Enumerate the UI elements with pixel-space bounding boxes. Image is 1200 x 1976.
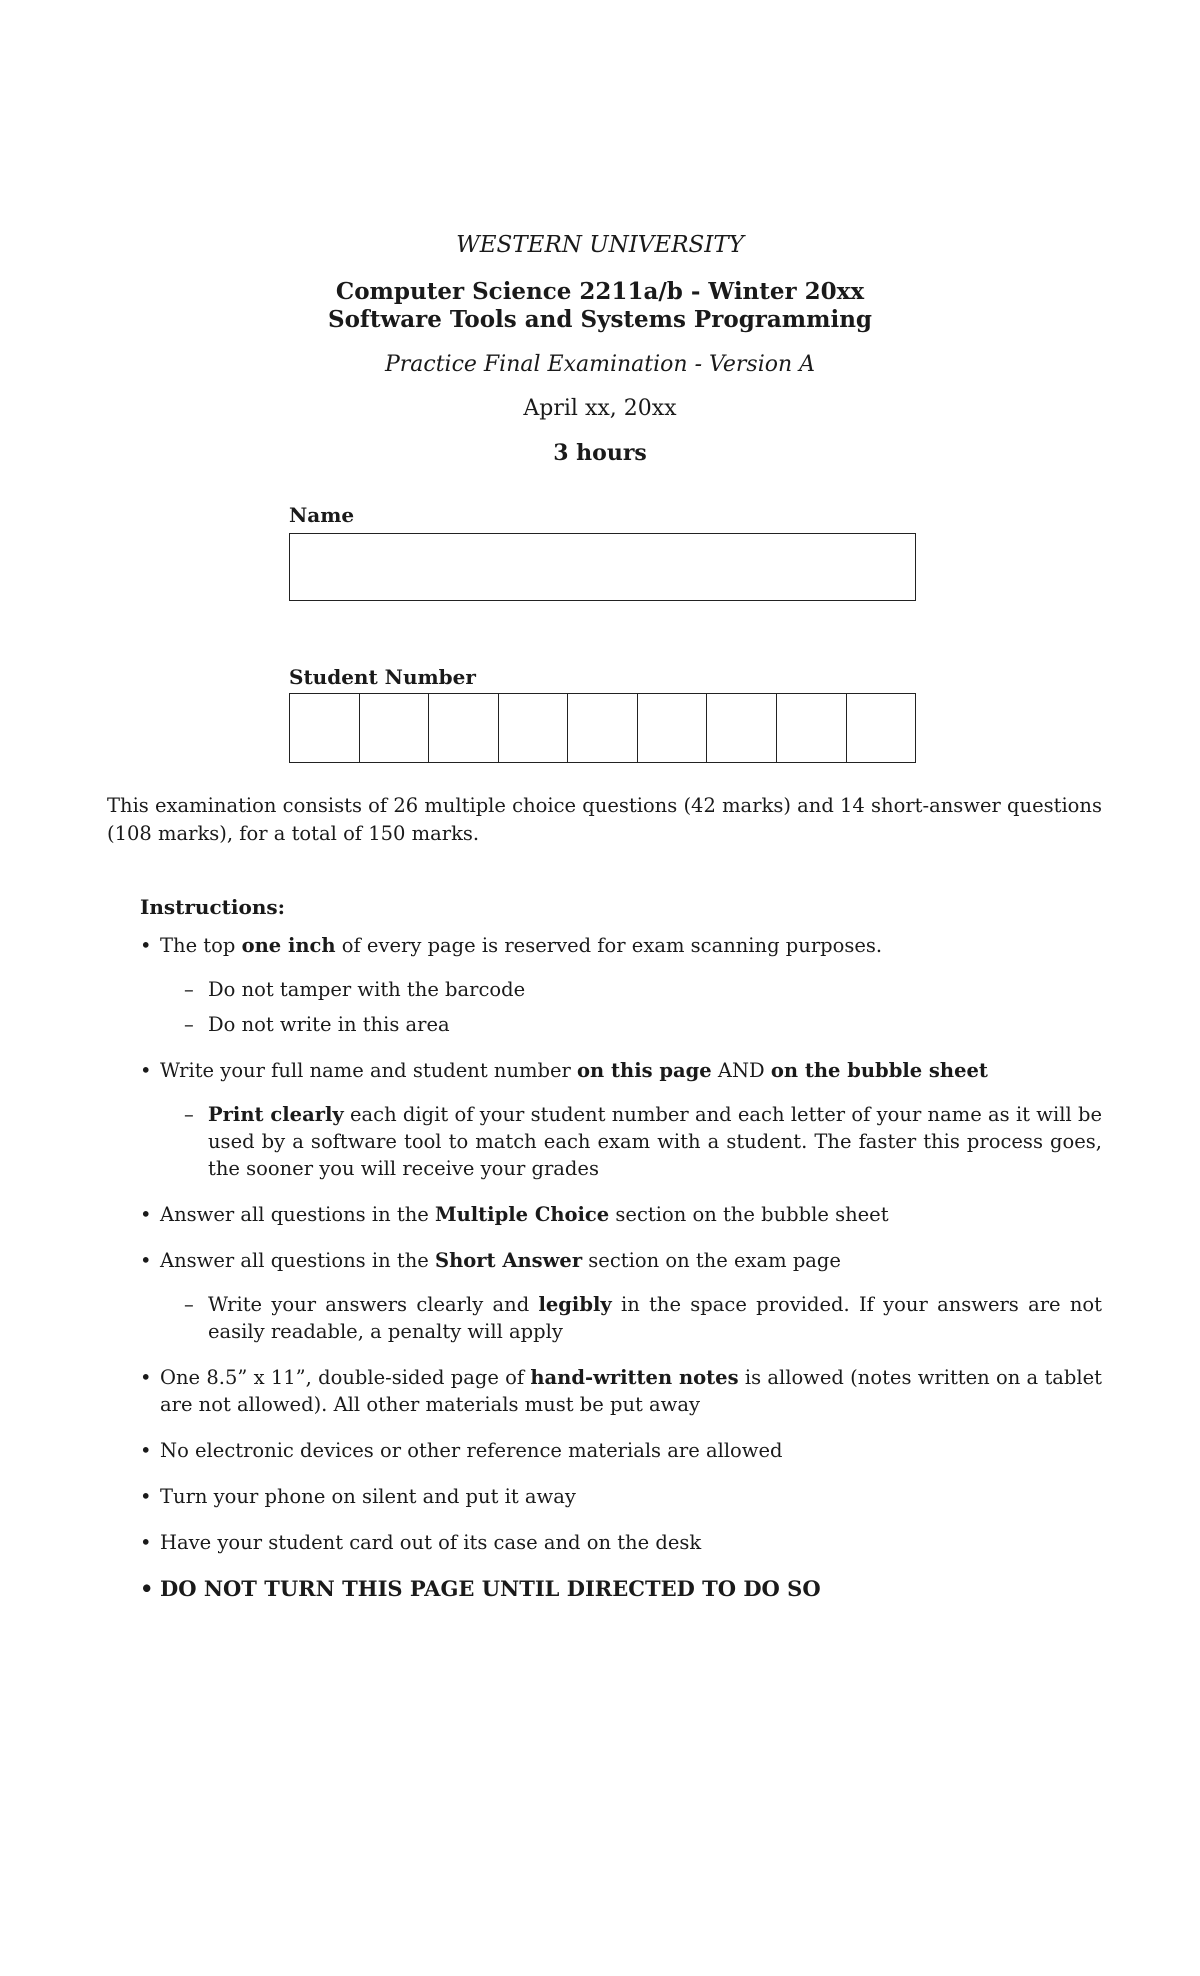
instruction-item: • Turn your phone on silent and put it away: [140, 1483, 1102, 1510]
exam-type: Practice Final Examination - Version A: [384, 352, 816, 377]
instruction-subitem: – Do not tamper with the barcode: [160, 976, 1102, 1003]
student-number-digit-box[interactable]: [707, 694, 777, 762]
student-number-field[interactable]: [289, 693, 916, 763]
name-field[interactable]: [289, 533, 916, 601]
instruction-item: • No electronic devices or other reference materials are allowed: [140, 1437, 1102, 1464]
instruction-subitem: – Write your answers clearly and legibly in the space provided. If your answers are not easily readable, a penalty will apply: [160, 1291, 1102, 1345]
instruction-item: • The top one inch of every page is reserved for exam scanning purposes. – Do not tamper with the barcode – Do not write in this area: [140, 932, 1102, 1038]
instruction-item: • Answer all questions in the Short Answer section on the exam page – Write your answers clearly and legibly in the space provided. If your answers are not easily readable, a penalty will apply: [140, 1247, 1102, 1345]
student-number-label: Student Number: [289, 665, 476, 689]
student-number-digit-box[interactable]: [290, 694, 360, 762]
name-label: Name: [289, 503, 355, 527]
instruction-item: • Answer all questions in the Multiple Choice section on the bubble sheet: [140, 1201, 1102, 1228]
course-title: [0, 278, 1200, 334]
student-number-digit-box[interactable]: [360, 694, 430, 762]
instructions-heading: Instructions:: [140, 895, 286, 919]
student-number-digit-box[interactable]: [499, 694, 569, 762]
student-number-digit-box[interactable]: [638, 694, 708, 762]
student-number-digit-box[interactable]: [777, 694, 847, 762]
student-number-digit-box[interactable]: [429, 694, 499, 762]
instruction-item: • Write your full name and student number on this page AND on the bubble sheet – Print clearly each digit of your student number and each letter of your name as it will be used by a software tool to match each exam with a student. The faster this process goes, the sooner you will receive your grades: [140, 1057, 1102, 1182]
university-name: WESTERN UNIVERSITY: [456, 232, 744, 258]
exam-date: April xx, 20xx: [523, 396, 677, 421]
exam-duration: 3 hours: [553, 440, 647, 466]
instruction-item: • One 8.5” x 11”, double-sided page of hand-written notes is allowed (notes written on a tablet are not allowed). All other materials must be put away: [140, 1364, 1102, 1418]
exam-description: This examination consists of 26 multiple choice questions (42 marks) and 14 short-answer questions (108 marks), for a total of 150 marks.: [107, 794, 1102, 845]
student-number-digit-box[interactable]: [847, 694, 916, 762]
instruction-subitem: – Do not write in this area: [160, 1011, 1102, 1038]
student-number-digit-box[interactable]: [568, 694, 638, 762]
instructions-list: [140, 932, 1102, 1621]
instruction-item: • Have your student card out of its case and on the desk: [140, 1529, 1102, 1556]
instruction-item-final: • DO NOT TURN THIS PAGE UNTIL DIRECTED TO DO SO: [140, 1575, 1102, 1602]
instruction-subitem: – Print clearly each digit of your student number and each letter of your name as it will be used by a software tool to match each exam with a student. The faster this process goes, the sooner you will receive your grades: [160, 1101, 1102, 1182]
course-name-line: Software Tools and Systems Programming: [327, 306, 873, 333]
course-code-line: Computer Science 2211a/b - Winter 20xx: [335, 278, 865, 305]
